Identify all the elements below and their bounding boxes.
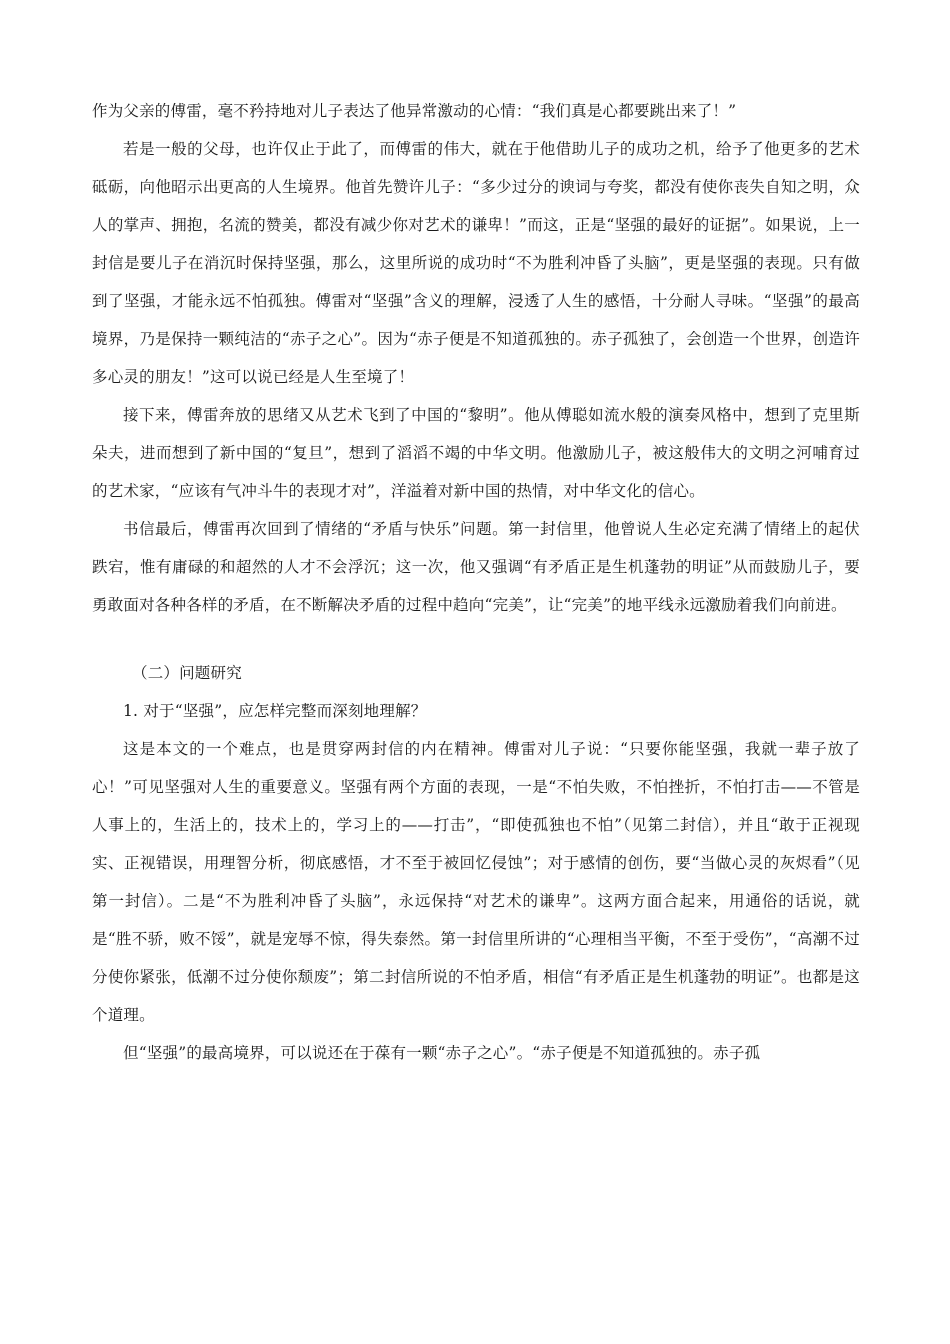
document-page bbox=[92, 92, 860, 1072]
question-heading: 1. 对于“坚强”，应怎样完整而深刻地理解？ bbox=[123, 702, 427, 720]
paragraph-highest-realm: 但“坚强”的最高境界，可以说还在于葆有一颗“赤子之心”。“赤子便是不知道孤独的。赤子孤 bbox=[123, 1044, 761, 1062]
section-heading: （二）问题研究 bbox=[132, 664, 242, 682]
paragraph-fulei-greatness: 若是一般的父母，也许仅止于此了，而傅雷的伟大，就在于他借助儿子的成功之机，给予了他更多的艺术砥砺，向他昭示出更高的人生境界。他首先赞许儿子：“多少过分的谀词与夸奖，都没有使你丧失自知之明，众人的掌声、拥抱，名流的赞美，都没有减少你对艺术的谦卑！”而这，正是“坚强的最好的证据”。如果说，上一封信是要儿子在消沉时保持坚强，那么，这里所说的成功时“不为胜利冲昏了头脑”，更是坚强的表现。只有做到了坚强，才能永远不怕孤独。傅雷对“坚强”含义的理解，浸透了人生的感悟，十分耐人寻味。“坚强”的最高境界，乃是保持一颗纯洁的“赤子之心”。因为“赤子便是不知道孤独的。赤子孤独了，会创造一个世界，创造许多心灵的朋友！”这可以说已经是人生至境了！ bbox=[92, 140, 860, 386]
section-spacer bbox=[92, 624, 860, 654]
paragraph-answer: 这是本文的一个难点，也是贯穿两封信的内在精神。傅雷对儿子说：“只要你能坚强，我就一辈子放了心！”可见坚强对人生的重要意义。坚强有两个方面的表现，一是“不怕失败，不怕挫折，不怕打击——不管是人事上的，生活上的，技术上的，学习上的——打击”，“即使孤独也不怕”（见第二封信），并且“敢于正视现实、正视错误，用理智分析，彻底感悟，才不至于被回忆侵蚀”；对于感情的创伤，要“当做心灵的灰烬看”（见第一封信）。二是“不为胜利冲昏了头脑”，永远保持“对艺术的谦卑”。这两方面合起来，用通俗的话说，就是“胜不骄，败不馁”，就是宠辱不惊，得失泰然。第一封信里所讲的“心理相当平衡，不至于受伤”，“高潮不过分使你紧张，低潮不过分使你颓废”；第二封信所说的不怕矛盾，相信“有矛盾正是生机蓬勃的明证”。也都是这个道理。 bbox=[92, 740, 860, 1024]
paragraph-contradiction-and-joy: 书信最后，傅雷再次回到了情绪的“矛盾与快乐”问题。第一封信里，他曾说人生必定充满了情绪上的起伏跌宕，惟有庸碌的和超然的人才不会浮沉；这一次，他又强调“有矛盾正是生机蓬勃的明证”从而鼓励儿子，要勇敢面对各种各样的矛盾，在不断解决矛盾的过程中趋向“完美”，让“完美”的地平线永远激励着我们向前进。 bbox=[92, 520, 860, 614]
paragraph-dawn-of-china: 接下来，傅雷奔放的思绪又从艺术飞到了中国的“黎明”。他从傅聪如流水般的演奏风格中，想到了克里斯朵夫，进而想到了新中国的“复旦”，想到了滔滔不竭的中华文明。他激励儿子，被这般伟大的文明之河哺育过的艺术家，“应该有气冲斗牛的表现才对”，洋溢着对新中国的热情，对中华文化的信心。 bbox=[92, 406, 860, 500]
paragraph-continuation: 作为父亲的傅雷，毫不矜持地对儿子表达了他异常激动的心情：“我们真是心都要跳出来了！” bbox=[92, 102, 737, 120]
